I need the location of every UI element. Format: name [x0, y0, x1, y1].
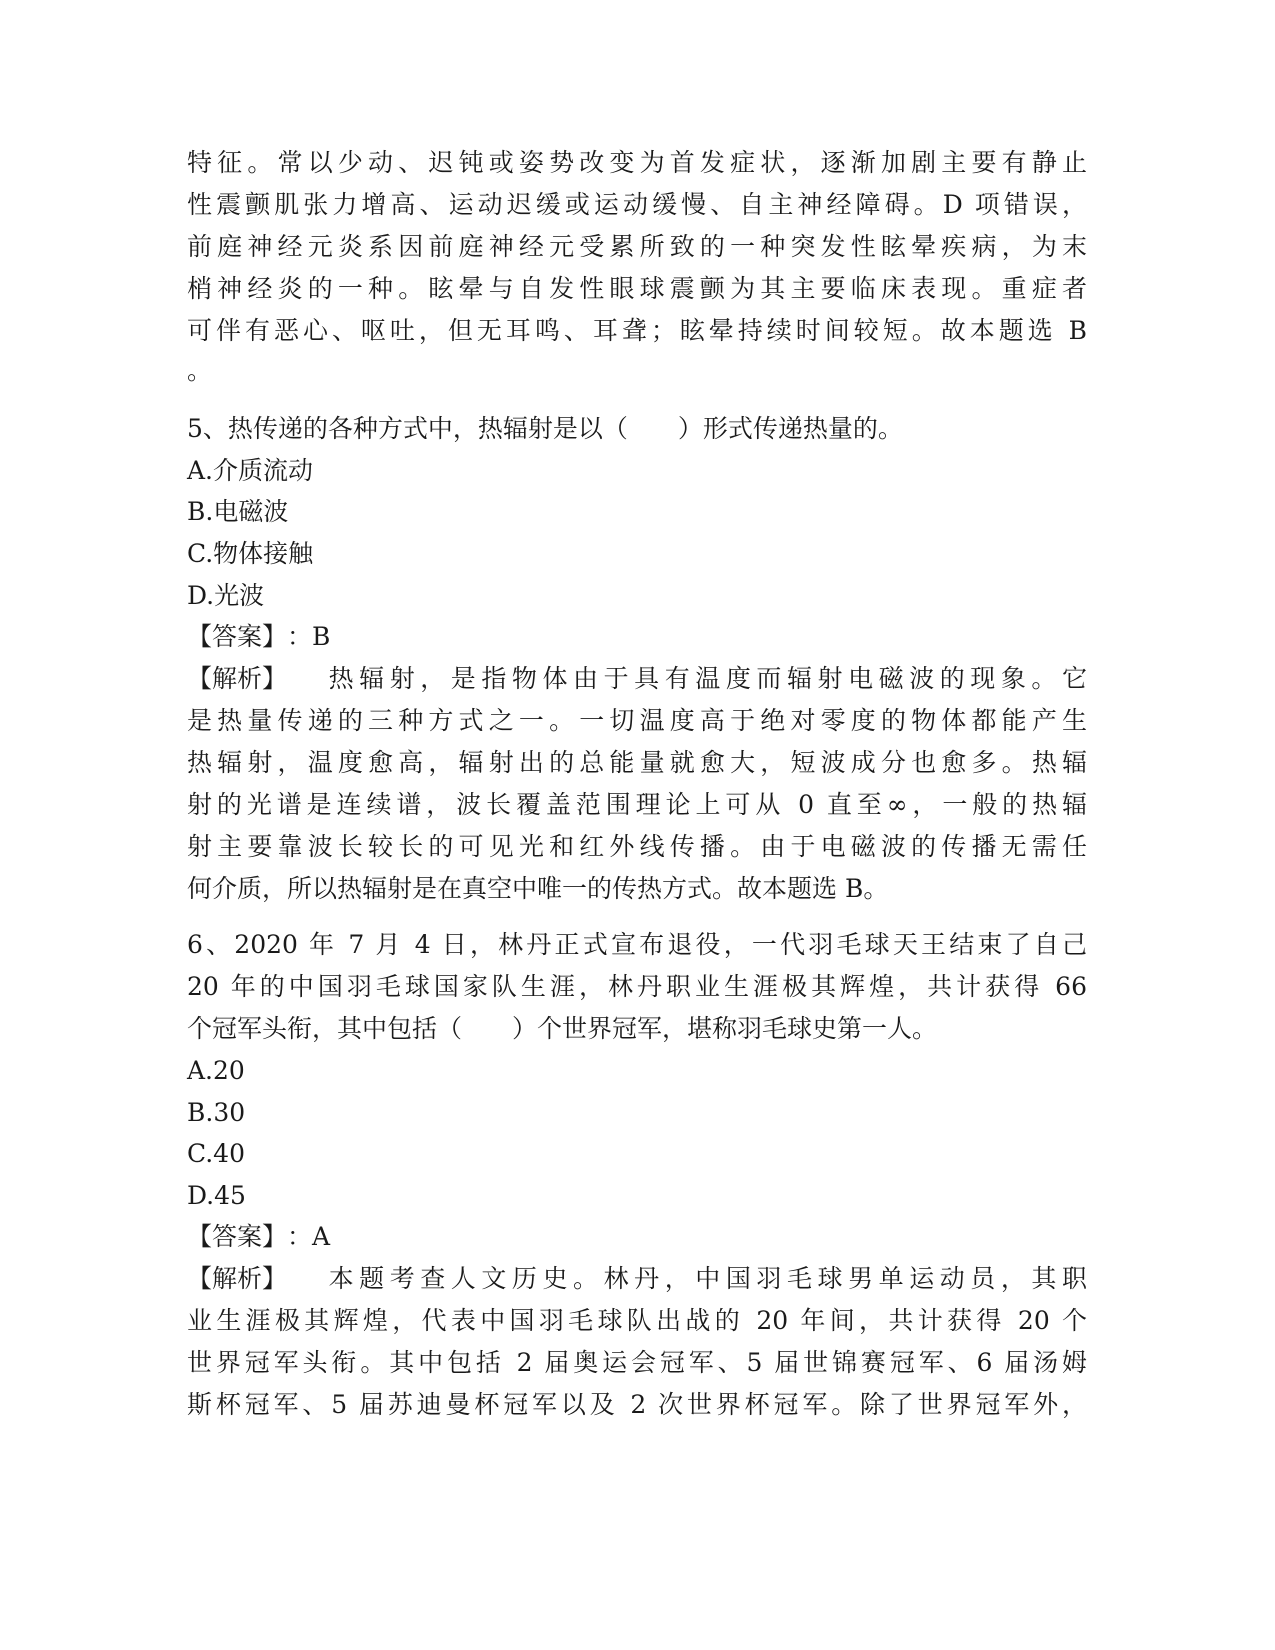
- question-6-stem: 20 年的中国羽毛球国家队生涯，林丹职业生涯极其辉煌，共计获得 66: [187, 972, 1087, 1001]
- question-6-stem: 个冠军头衔，其中包括（ ）个世界冠军，堪称羽毛球史第一人。: [187, 1014, 938, 1043]
- question-5-option-b: B.电磁波: [187, 497, 289, 526]
- question-6-answer: [187, 1222, 330, 1252]
- analysis-line: 业生涯极其辉煌，代表中国羽毛球队出战的 20 年间，共计获得 20 个: [187, 1306, 1087, 1335]
- analysis-line: 热辐射，温度愈高，辐射出的总能量就愈大，短波成分也愈多。热辐: [187, 748, 1087, 777]
- question-6-option-c: C.40: [187, 1139, 245, 1168]
- answer-tag: 【答案】: [187, 1222, 288, 1251]
- question-5-option-d: D.光波: [187, 581, 265, 610]
- question-6-analysis: [187, 1264, 1087, 1294]
- question-6-option-b: B.30: [187, 1098, 246, 1127]
- analysis-tag: 【解析】: [187, 664, 288, 693]
- answer-value: ：B: [287, 622, 331, 651]
- analysis-line: 是热量传递的三种方式之一。一切温度高于绝对零度的物体都能产生: [187, 706, 1087, 735]
- question-5-option-a: A.介质流动: [187, 456, 314, 485]
- analysis-line: 世界冠军头衔。其中包括 2 届奥运会冠军、5 届世锦赛冠军、6 届汤姆: [187, 1348, 1087, 1377]
- intro-line: 特征。常以少动、迟钝或姿势改变为首发症状，逐渐加剧主要有静止: [187, 148, 1087, 177]
- intro-line: 前庭神经元炎系因前庭神经元受累所致的一种突发性眩晕疾病，为末: [187, 232, 1087, 261]
- intro-line: 可伴有恶心、呕吐，但无耳鸣、耳聋；眩晕持续时间较短。故本题选 B: [187, 316, 1087, 345]
- answer-tag: 【答案】: [187, 622, 288, 651]
- answer-value: ：A: [287, 1222, 331, 1251]
- intro-line: 梢神经炎的一种。眩晕与自发性眼球震颤为其主要临床表现。重症者: [187, 274, 1087, 303]
- question-6-stem: 6、2020 年 7 月 4 日，林丹正式宣布退役，一代羽毛球天王结束了自己: [187, 930, 1087, 959]
- question-5-stem: 5、热传递的各种方式中，热辐射是以（ ）形式传递热量的。: [187, 414, 903, 443]
- question-6-option-d: D.45: [187, 1181, 246, 1210]
- analysis-tag: 【解析】: [187, 1264, 288, 1293]
- analysis-line: 射的光谱是连续谱，波长覆盖范围理论上可从 0 直至∞，一般的热辐: [187, 790, 1087, 819]
- question-6-option-a: A.20: [187, 1056, 245, 1085]
- question-5-analysis: [187, 664, 1087, 694]
- intro-line: 。: [187, 356, 213, 385]
- analysis-line: 射主要靠波长较长的可见光和红外线传播。由于电磁波的传播无需任: [187, 832, 1087, 861]
- question-5-option-c: C.物体接触: [187, 539, 314, 568]
- analysis-text: 本题考查人文历史。林丹，中国羽毛球男单运动员，其职: [323, 1264, 1087, 1293]
- analysis-line: 斯杯冠军、5 届苏迪曼杯冠军以及 2 次世界杯冠军。除了世界冠军外，: [187, 1390, 1087, 1419]
- analysis-line: 何介质，所以热辐射是在真空中唯一的传热方式。故本题选 B。: [187, 874, 889, 903]
- intro-line: 性震颤肌张力增高、运动迟缓或运动缓慢、自主神经障碍。D 项错误，: [187, 190, 1087, 219]
- question-5-answer: [187, 622, 330, 652]
- analysis-text: 热辐射，是指物体由于具有温度而辐射电磁波的现象。它: [323, 664, 1087, 693]
